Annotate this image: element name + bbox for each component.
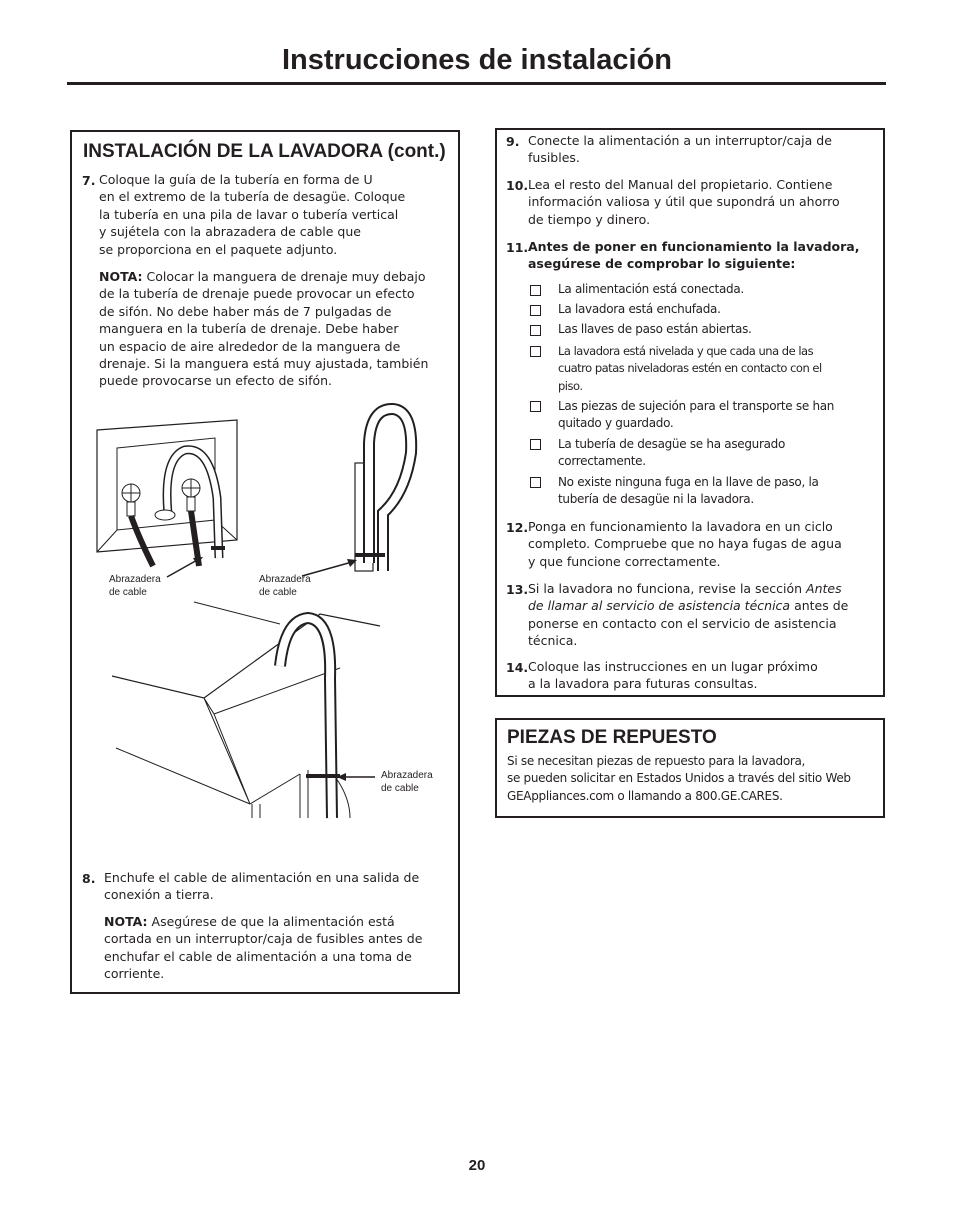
step-10-number: 10. <box>506 178 529 193</box>
parts-heading: PIEZAS DE REPUESTO <box>507 727 717 748</box>
step-8-note: NOTA: Asegúrese de que la alimentación está cortada en un interruptor/caja de fusibles antes de enchufar el cable de alimentación a una toma de corriente. <box>104 914 423 982</box>
checklist-item: La lavadora está nivelada y que cada una de las cuatro patas niveladoras estén en contacto con el piso. <box>558 344 822 393</box>
page-number: 20 <box>468 1157 486 1174</box>
step-11-number: 11. <box>506 240 529 255</box>
checklist-item: La lavadora está enchufada. <box>558 302 721 316</box>
checkbox <box>530 325 541 336</box>
step-7-note: NOTA: Colocar la manguera de drenaje muy debajo de la tubería de drenaje puede provocar un efecto de sifón. No debe haber más de 7 pulgadas de manguera en la tubería de drenaje. Debe haber un espacio de aire alrededor de la manguera de drenaje. Si la manguera está muy ajustada, también puede provocarse un efecto de sifón. <box>99 269 429 389</box>
checklist-item: Las piezas de sujeción para el transporte se han quitado y guardado. <box>558 399 835 431</box>
step-14-number: 14. <box>506 660 529 675</box>
step-8-text: Enchufe el cable de alimentación en una salida de conexión a tierra. <box>104 870 420 903</box>
checklist-item: La alimentación está conectada. <box>558 282 744 296</box>
checkbox <box>530 305 541 316</box>
step-10-text: Lea el resto del Manual del propietario. Contiene información valiosa y útil que supondrá un ahorro de tiempo y dinero. <box>528 177 840 227</box>
arrow-1 <box>165 555 205 580</box>
step-8-number: 8. <box>82 871 96 886</box>
checkbox <box>530 285 541 296</box>
step-12-number: 12. <box>506 520 529 535</box>
title-rule <box>67 82 886 85</box>
standpipe-illustration <box>345 403 425 573</box>
checkbox <box>530 439 541 450</box>
section-heading: INSTALACIÓN DE LA LAVADORA (cont.) <box>83 141 446 162</box>
step-13-text: Si la lavadora no funciona, revise la sección Antes de llamar al servicio de asistencia técnica antes de ponerse en contacto con el servicio de asistencia técnica. <box>528 581 849 649</box>
note-label: NOTA: <box>104 914 148 929</box>
clamp-label-2: Abrazadera de cable <box>259 574 311 598</box>
checklist-item: No existe ninguna fuga en la llave de paso, la tubería de desagüe ni la lavadora. <box>558 475 819 507</box>
step-11-text: Antes de poner en funcionamiento la lavadora, asegúrese de comprobar lo siguiente: <box>528 239 860 272</box>
checkbox <box>530 477 541 488</box>
step-7-text: Coloque la guía de la tubería en forma de U en el extremo de la tubería de desagüe. Coloque la tubería en una pila de lavar o tubería vertical y sujétela con la abrazadera de cable que se proporciona en el paquete adjunto. <box>99 172 406 257</box>
step-12-text: Ponga en funcionamiento la lavadora en un ciclo completo. Compruebe que no haya fugas de agua y que funcione correctamente. <box>528 519 842 569</box>
checklist-item: La tubería de desagüe se ha asegurado correctamente. <box>558 437 786 469</box>
clamp-label-3: Abrazadera de cable <box>381 770 433 794</box>
clamp-label-1: Abrazadera de cable <box>109 574 161 598</box>
parts-text: Si se necesitan piezas de repuesto para la lavadora, se pueden solicitar en Estados Unidos a través del sitio Web GEAppliances.com o llamando a 800.GE.CARES. <box>507 754 851 803</box>
checkbox <box>530 346 541 357</box>
step-9-text: Conecte la alimentación a un interruptor/caja de fusibles. <box>528 133 832 166</box>
step-13-number: 13. <box>506 582 529 597</box>
step-7-number: 7. <box>82 173 96 188</box>
page-title: Instrucciones de instalación <box>282 44 672 76</box>
arrow-3 <box>335 772 377 782</box>
laundry-tub-illustration <box>110 598 380 820</box>
note-label: NOTA: <box>99 269 143 284</box>
wall-box-illustration <box>95 418 245 568</box>
step-14-text: Coloque las instrucciones en un lugar próximo a la lavadora para futuras consultas. <box>528 659 818 692</box>
step-9-number: 9. <box>506 134 520 149</box>
checkbox <box>530 401 541 412</box>
checklist-item: Las llaves de paso están abiertas. <box>558 322 752 336</box>
